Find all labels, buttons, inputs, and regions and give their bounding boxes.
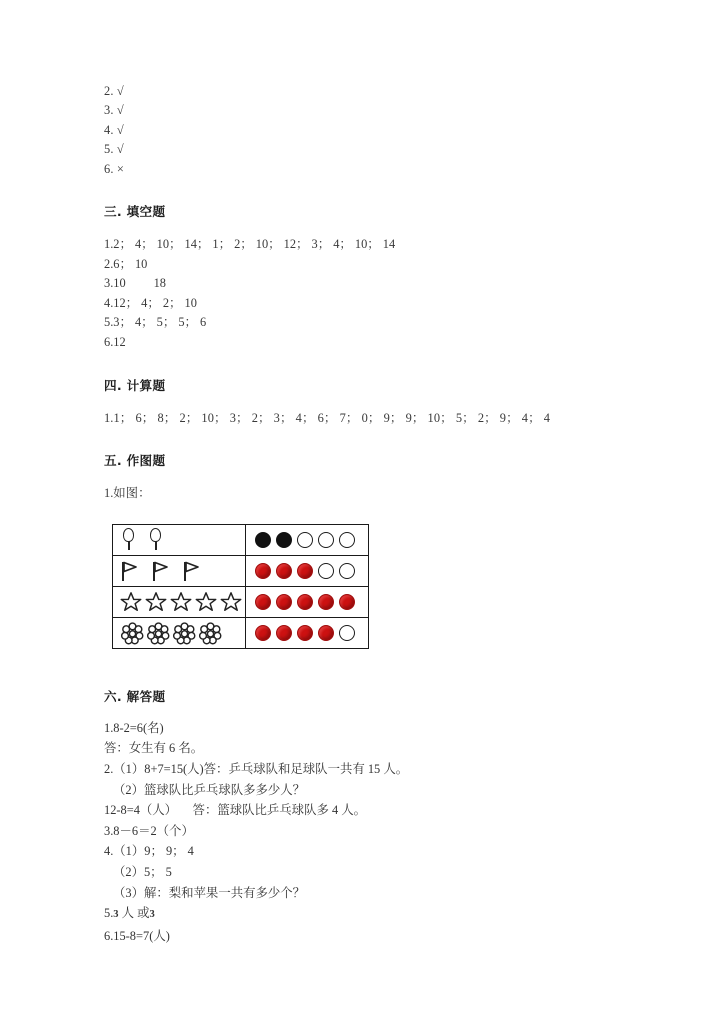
answer-line-5-value2: 3: [149, 909, 155, 921]
list-item: 1.如图：: [104, 486, 151, 501]
flag-group: [113, 556, 245, 586]
star-icon: [120, 591, 142, 613]
table-cell-dots: [246, 556, 369, 587]
answer-line-5-prefix: 5.: [104, 906, 114, 921]
answer-line: 5. √: [104, 142, 124, 157]
dot-filled-red-icon: [339, 594, 355, 610]
table-cell-dots: [246, 587, 369, 618]
dot-hollow-icon: [339, 563, 355, 579]
table-cell-objects: [113, 587, 246, 618]
table-cell-objects: [113, 618, 246, 649]
answer-line: 1.8-2=6(名): [104, 720, 164, 735]
answer-line-5-conj: 或: [137, 906, 150, 921]
dot-filled-red-icon: [255, 594, 271, 610]
dot-filled-red-icon: [255, 563, 271, 579]
flower-icon: [173, 622, 196, 645]
document-content: [104, 82, 634, 946]
dot-filled-red-icon: [297, 625, 313, 641]
dot-hollow-icon: [318, 563, 334, 579]
dot-hollow-icon: [339, 625, 355, 641]
table-row: [113, 618, 369, 649]
answer-line: （3）解：梨和苹果一共有多少个？: [113, 885, 306, 900]
list-item: 5.3； 4； 5； 5； 6: [104, 315, 207, 330]
flower-group: [113, 618, 245, 648]
flower-icon: [147, 622, 170, 645]
answer-line: 3. √: [104, 103, 124, 118]
list-item: 6.12: [104, 335, 126, 349]
dot-hollow-icon: [318, 532, 334, 548]
answer-line: 3.8－6＝2（个）: [104, 823, 194, 838]
answer-line: 4. √: [104, 122, 124, 137]
dot-group: [246, 618, 368, 648]
dot-filled-red-icon: [297, 563, 313, 579]
flag-icon: [120, 559, 142, 583]
list-item: 1.1； 6； 8； 2； 10； 3； 2； 3； 4； 6； 7； 0； 9； 9； 10； 5； 2； 9； 4； 4: [104, 410, 551, 425]
fill-in-blank-answers: [104, 235, 634, 353]
dot-filled-red-icon: [297, 594, 313, 610]
table-cell-objects: [113, 556, 246, 587]
answer-line: 2.（1）8+7=15(人)答：乒乓球队和足球队一共有 15 人。: [104, 761, 409, 776]
answer-line: 6. ×: [104, 161, 124, 176]
answer-line: （2）篮球队比乒乓球队多多少人？: [113, 782, 306, 797]
flag-icon: [182, 559, 204, 583]
answer-line: （2）5； 5: [113, 864, 172, 879]
table-cell-objects: [113, 525, 246, 556]
section-heading-solving: 六. 解答题: [104, 688, 166, 704]
star-icon: [145, 591, 167, 613]
flag-icon: [151, 559, 173, 583]
answer-line: 6.15-8=7(人): [104, 928, 170, 943]
dot-filled-red-icon: [276, 594, 292, 610]
section-heading-fill-in-blank: 三. 填空题: [104, 204, 166, 220]
table-row: [113, 587, 369, 618]
dot-group: [246, 525, 368, 555]
dot-hollow-icon: [297, 532, 313, 548]
table-cell-dots: [246, 618, 369, 649]
table-row: [113, 556, 369, 587]
balloon-group: [113, 525, 245, 555]
answer-line: 4.（1）9； 9； 4: [104, 844, 194, 859]
star-icon: [220, 591, 242, 613]
answer-line-5-value1: 3: [113, 909, 119, 921]
list-item: 4.12； 4； 2； 10: [104, 295, 197, 310]
section-heading-calculation: 四. 计算题: [104, 377, 166, 393]
answer-line: 2. √: [104, 84, 124, 98]
dot-filled-red-icon: [318, 594, 334, 610]
answer-line: 12-8=4（人） 答：篮球队比乒乓球队多 4 人。: [104, 803, 367, 818]
judge-answers-block: [104, 82, 634, 179]
answer-line-5-mid: 人: [118, 906, 138, 921]
dot-filled-red-icon: [276, 563, 292, 579]
balloon-icon: [147, 528, 167, 552]
answer-line: 答：女生有 6 名。: [104, 741, 204, 756]
star-icon: [195, 591, 217, 613]
table-row: [113, 525, 369, 556]
flower-icon: [199, 622, 222, 645]
dot-filled-red-icon: [318, 625, 334, 641]
balloon-icon: [120, 528, 140, 552]
solving-answers: [104, 718, 634, 947]
star-group: [113, 587, 245, 617]
figure-picture-table: [112, 524, 369, 649]
dot-group: [246, 587, 368, 617]
dot-filled-black-icon: [276, 532, 292, 548]
list-item: 2.6； 10: [104, 256, 148, 271]
flower-icon: [121, 622, 144, 645]
dot-filled-red-icon: [255, 625, 271, 641]
section-heading-drawing: 五. 作图题: [104, 453, 166, 469]
list-item: 1.2； 4； 10； 14； 1； 2； 10； 12； 3； 4； 10； 14: [104, 237, 396, 252]
dot-filled-black-icon: [255, 532, 271, 548]
table-cell-dots: [246, 525, 369, 556]
list-item: 3.10 18: [104, 276, 166, 291]
dot-hollow-icon: [339, 532, 355, 548]
answer-line-5: [104, 903, 634, 926]
picture-bar-chart-table: [112, 524, 369, 649]
dot-group: [246, 556, 368, 586]
star-icon: [170, 591, 192, 613]
dot-filled-red-icon: [276, 625, 292, 641]
